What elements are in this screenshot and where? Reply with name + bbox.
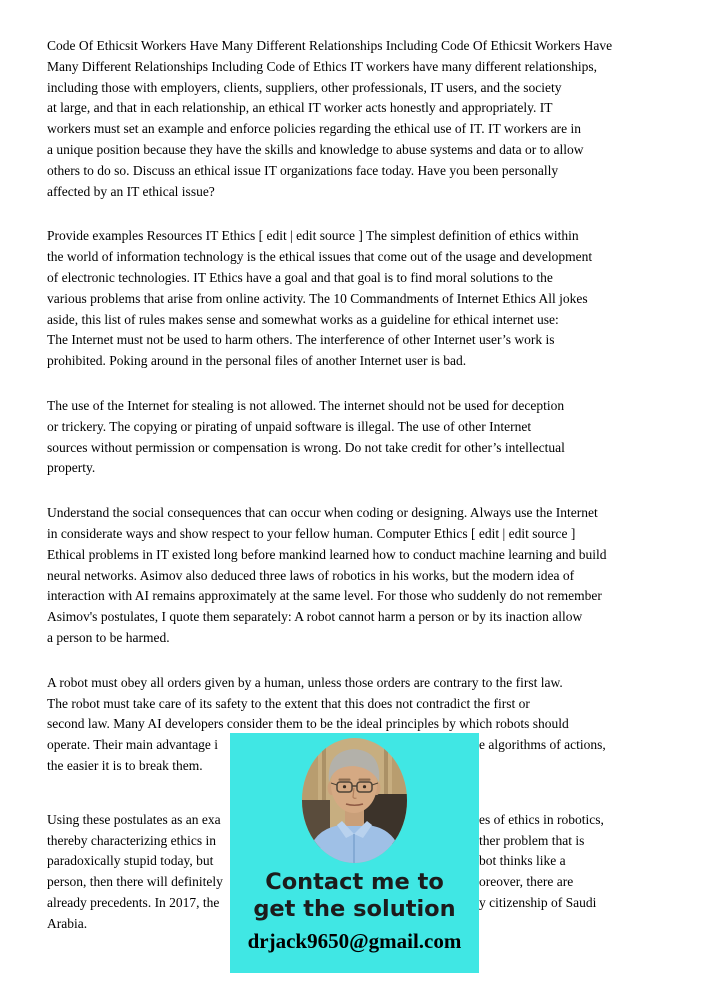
text-line: sources without permission or compensation is wrong. Do not take credit for other’s intellectual: [47, 439, 565, 455]
text-line: Understand the social consequences that can occur when coding or designing. Always use the Internet: [47, 505, 598, 521]
text-line: neural networks. Asimov also deduced three laws of robotics in his works, but the modern idea of: [47, 567, 575, 583]
text-fragment-left: thereby characterizing ethics in: [47, 832, 217, 848]
text-line: Many Different Relationships Including Code of Ethics IT workers have many different relationships,: [47, 58, 597, 74]
text-line: Asimov's postulates, I quote them separately: A robot cannot harm a person or by its inaction allow: [47, 609, 583, 625]
text-line: A robot must obey all orders given by a human, unless those orders are contrary to the first law.: [47, 674, 563, 690]
text-line: in considerate ways and show respect to your fellow human. Computer Ethics [ edit | edit source ]: [47, 525, 576, 541]
text-fragment-right: e algorithms of actions,: [479, 737, 606, 753]
text-line: Arabia.: [47, 915, 88, 931]
text-line: various problems that arise from online activity. The 10 Commandments of Internet Ethics All jokes: [47, 290, 588, 306]
text-line: Code Of Ethicsit Workers Have Many Different Relationships Including Code Of Ethicsit Workers Have: [47, 38, 613, 53]
text-fragment-left: person, then there will definitely: [47, 874, 223, 890]
text-line: prohibited. Poking around in the personal files of another Internet user is bad.: [47, 353, 467, 369]
text-line: interaction with AI remains approximately at the same level. For those who suddenly do not remember: [47, 588, 602, 604]
tutor-portrait-icon: [302, 738, 407, 863]
tutor-portrait-photo: [302, 738, 407, 863]
text-line: aside, this list of rules makes sense and somewhat works as a guideline for ethical internet use:: [47, 311, 559, 327]
text-line: of electronic technologies. IT Ethics have a goal and that goal is to find moral solutions to the: [47, 269, 553, 285]
text-line: a unique position because they have the skills and knowledge to abuse systems and data or to allow: [47, 141, 584, 157]
ad-email-text: drjack9650@gmail.com: [247, 929, 462, 953]
text-line: a person to be harmed.: [47, 629, 170, 645]
solution-ad-overlay: [230, 733, 479, 973]
text-line: at large, and that in each relationship, an ethical IT worker acts honestly and appropriately. IT: [47, 100, 553, 116]
text-fragment-left: already precedents. In 2017, the: [47, 894, 220, 910]
text-line: The use of the Internet for stealing is not allowed. The internet should not be used for deception: [47, 397, 565, 413]
ad-cta-line2: get the solution: [253, 896, 456, 922]
text-line: affected by an IT ethical issue?: [47, 183, 215, 199]
ad-cta-text: [230, 869, 479, 923]
text-line: property.: [47, 460, 96, 476]
paragraph: [47, 503, 661, 649]
text-line: The Internet must not be used to harm others. The interference of other Internet user’s work is: [47, 332, 555, 348]
text-fragment-right: oreover, there are: [479, 874, 574, 890]
text-line: others to do so. Discuss an ethical issue IT organizations face today. Have you been personally: [47, 162, 559, 178]
text-line: The robot must take care of its safety to the extent that this does not contradict the first or: [47, 695, 530, 711]
text-line: second law. Many AI developers consider them to be the ideal principles by which robots should: [47, 716, 569, 732]
text-line: workers must set an example and enforce policies regarding the ethical use of IT. IT workers are in: [47, 121, 582, 137]
text-fragment-right: y citizenship of Saudi: [479, 894, 597, 910]
text-fragment-left: Using these postulates as an exa: [47, 811, 221, 827]
text-line: including those with employers, clients, suppliers, other professionals, IT users, and the society: [47, 79, 562, 95]
paragraph: [47, 36, 661, 202]
text-line: Ethical problems in IT existed long before mankind learned how to conduct machine learning and build: [47, 546, 607, 562]
text-fragment-left: operate. Their main advantage i: [47, 737, 219, 753]
paragraph: [47, 226, 661, 372]
ad-cta-line1: Contact me to: [265, 869, 444, 895]
text-fragment-left: paradoxically stupid today, but: [47, 853, 214, 869]
text-line: Provide examples Resources IT Ethics [ edit | edit source ] The simplest definition of ethics within: [47, 228, 579, 244]
text-fragment-right: bot thinks like a: [479, 853, 566, 869]
text-line: the world of information technology is the ethical issues that come out of the usage and development: [47, 249, 593, 265]
text-fragment-right: ther problem that is: [479, 832, 585, 848]
paragraph: [47, 396, 661, 479]
text-line: or trickery. The copying or pirating of unpaid software is illegal. The use of other Internet: [47, 418, 532, 434]
text-fragment-right: es of ethics in robotics,: [479, 811, 604, 827]
text-line: the easier it is to break them.: [47, 757, 203, 773]
